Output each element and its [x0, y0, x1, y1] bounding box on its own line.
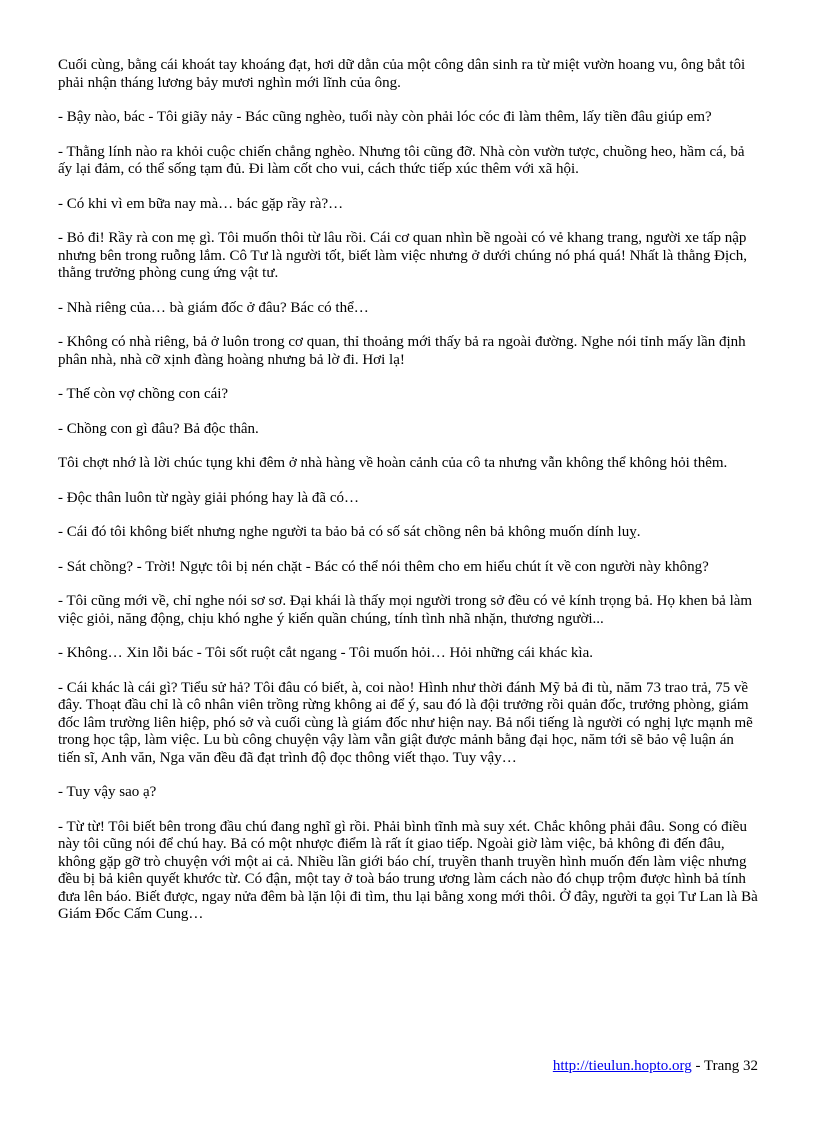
paragraph: - Cái đó tôi không biết nhưng nghe người ta bảo bả có số sát chồng nên bả không muốn dính luỵ. [58, 524, 641, 540]
paragraph: - Không có nhà riêng, bả ở luôn trong cơ quan, thỉ thoảng mới thấy bả ra ngoài đường. Nghe nói tỉnh mấy lần định phân nhà, nhà cỡ xịnh đàng hoàng nhưng bả lờ đi. Hơi lạ! [58, 334, 746, 368]
paragraph: - Nhà riêng của… bà giám đốc ở đâu? Bác có thể… [58, 299, 369, 316]
paragraph: - Bỏ đi! Rầy rà con mẹ gì. Tôi muốn thôi từ lâu rồi. Cái cơ quan nhìn bề ngoài có vẻ khang trang, người xe tấp nập nhưng bên trong ruỗng lắm. Cô Tư là người tốt, biết làm việc nhưng ở dưới chúng nó phá quá! Nhất là thằng Địch, thằng trưởng phòng cung ứng vật tư. [58, 230, 748, 281]
document-body [58, 57, 760, 941]
footer-separator: - [691, 1058, 704, 1074]
footer-link[interactable]: http://tieulun.hopto.org [552, 1058, 692, 1074]
paragraph: - Sát chồng? - Trời! Ngực tôi bị nén chặt - Bác có thể nói thêm cho em hiểu chút ít về con người này không? [58, 558, 709, 575]
paragraph: - Thế còn vợ chồng con cái? [58, 386, 229, 402]
paragraph: - Tuy vậy sao ạ? [58, 784, 157, 800]
paragraph: Tôi chợt nhớ là lời chúc tụng khi đêm ở nhà hàng về hoàn cảnh của cô ta nhưng vẫn không thể không hỏi thêm. [58, 455, 728, 471]
paragraph: - Không… Xin lỗi bác - Tôi sốt ruột cắt ngang - Tôi muốn hỏi… Hỏi những cái khác kìa. [58, 645, 593, 661]
paragraph: - Từ từ! Tôi biết bên trong đầu chú đang nghĩ gì rồi. Phải bình tĩnh mà suy xét. Chắc không phải đâu. Song có điều này tôi cũng nói để chú hay. Bả có một nhược điểm là rất ít giao tiếp. Ngoài giờ làm việc, bả không đi đến đâu, không gặp gỡ trò chuyện với một ai cả. Nhiều lần giới báo chí, truyền thanh truyền hình muốn đến làm việc nhưng đều bị bả kiên quyết khước từ. Có đận, một tay ở toà báo trung ương làm cách nào đó chụp trộm được hình bả tính đưa lên báo. Biết được, ngay nửa đêm bà lặn lội đi tìm, thu lại bằng xong mới thôi. Ở đây, người ta gọi Tư Lan là Bà Giám Đốc Cấm Cung… [58, 818, 758, 922]
paragraph: - Cái khác là cái gì? Tiểu sử hả? Tôi đâu có biết, à, coi nào! Hình như thời đánh Mỹ bả đi tù, năm 73 trao trả, 75 về đây. Thoạt đầu chỉ là cô nhân viên trồng rừng không ai để ý, sau đó là đội trưởng rồi quản đốc, trưởng phòng, giám đốc lâm trường liên hiệp, phó sở và cuối cùng là giám đốc như hiện nay. Bả nổi tiếng là người có nghị lực mạnh mẽ trong học tập, làm việc. Lu bù công chuyện vậy làm vẫn giật được mảnh bằng đại học, năm tới sẽ bảo vệ luận án tiến sĩ, Anh văn, Nga văn đều đã đạt trình độ đọc thông viết thạo. Tuy vậy… [58, 679, 753, 766]
paragraph: - Thằng lính nào ra khỏi cuộc chiến chẳng nghèo. Nhưng tôi cũng đỡ. Nhà còn vườn tược, chuồng heo, hầm cá, bả ấy lại đảm, có thể sống tạm đủ. Đi làm cốt cho vui, cách thức tiếp xúc thêm với xã hội. [58, 143, 745, 177]
paragraph: - Bậy nào, bác - Tôi giãy nảy - Bác cũng nghèo, tuổi này còn phải lóc cóc đi làm thêm, lấy tiền đâu giúp em? [58, 109, 712, 125]
paragraph: - Chồng con gì đâu? Bả độc thân. [58, 420, 259, 437]
page-footer [553, 1058, 758, 1076]
paragraph: Cuối cùng, bằng cái khoát tay khoáng đạt, hơi dữ dằn của một công dân sinh ra từ miệt vườn hoang vu, ông bắt tôi phải nhận tháng lương bảy mươi nghìn mới lĩnh của ông. [58, 57, 746, 91]
paragraph: - Tôi cũng mới về, chỉ nghe nói sơ sơ. Đại khái là thấy mọi người trong sở đều có vẻ kính trọng bả. Họ khen bả làm việc giỏi, năng động, chịu khó nghe ý kiến quần chúng, tính tình nhã nhặn, thương người... [58, 593, 753, 627]
page-number: Trang 32 [703, 1058, 758, 1074]
paragraph: - Có khi vì em bữa nay mà… bác gặp rầy rà?… [58, 195, 344, 212]
paragraph: - Độc thân luôn từ ngày giải phóng hay là đã có… [58, 489, 359, 506]
